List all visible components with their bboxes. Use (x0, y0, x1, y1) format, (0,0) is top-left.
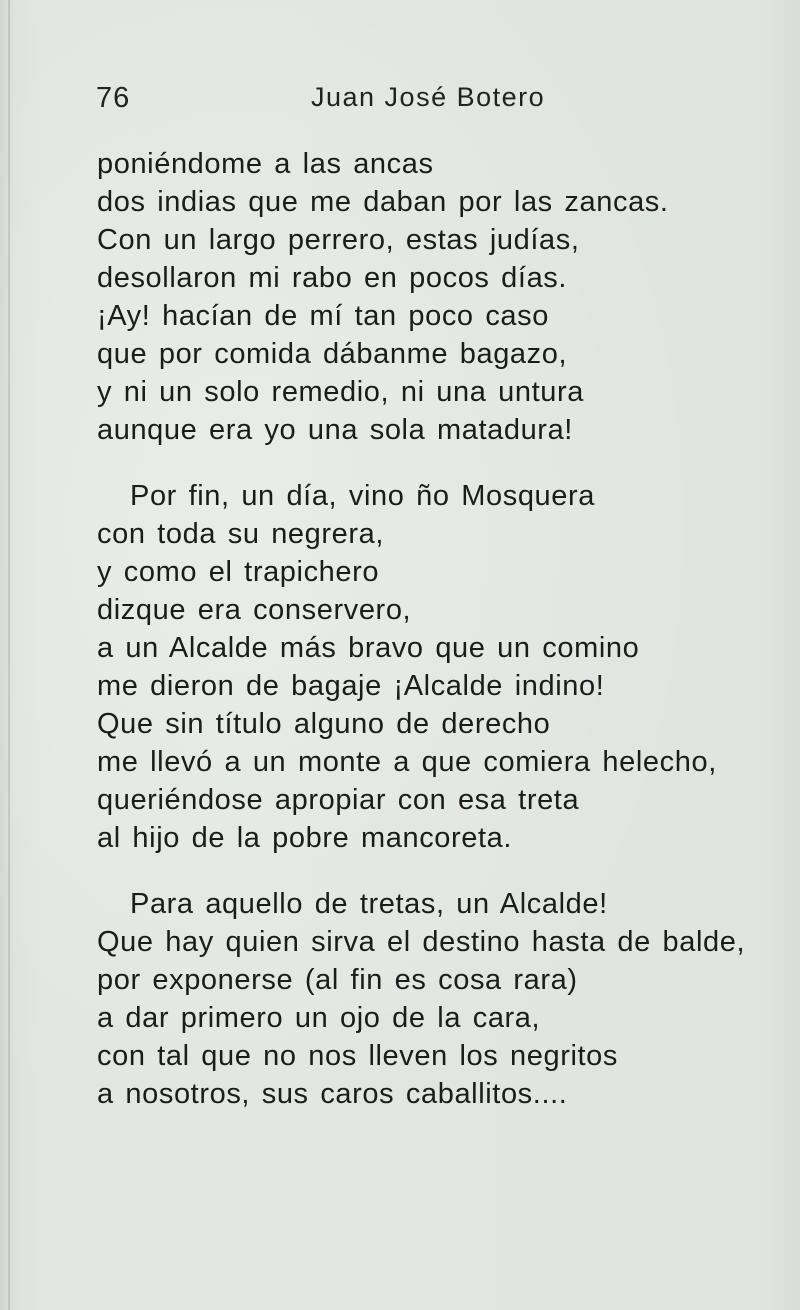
running-head: Juan José Botero (311, 82, 546, 112)
poem-line: Que sin título alguno de derecho (97, 708, 551, 740)
poem-line: dizque era conservero, (97, 594, 412, 626)
poem-line: Que hay quien sirva el destino hasta de balde, (97, 926, 746, 958)
poem-line: y ni un solo remedio, ni una untura (97, 376, 584, 408)
page-gutter (8, 0, 10, 1310)
poem-line: a un Alcalde más bravo que un comino (97, 632, 640, 664)
poem-line: con tal que no nos lleven los negritos (97, 1040, 618, 1072)
poem-line: a dar primero un ojo de la cara, (97, 1002, 541, 1034)
poem-line: Para aquello de tretas, un Alcalde! (130, 888, 608, 920)
poem-line: queriéndose apropiar con esa treta (97, 784, 580, 816)
stanza-1 (97, 145, 777, 449)
stanza-3 (97, 885, 777, 1113)
poem-line: me dieron de bagaje ¡Alcalde indino! (97, 670, 605, 702)
page-header (96, 82, 716, 122)
poem-line: aunque era yo una sola matadura! (97, 414, 573, 446)
poem-body (97, 145, 777, 1141)
poem-line: que por comida dábanme bagazo, (97, 338, 568, 370)
poem-line: me llevó a un monte a que comiera helecho, (97, 746, 717, 778)
poem-line: desollaron mi rabo en pocos días. (97, 262, 568, 294)
poem-line: y como el trapichero (97, 556, 380, 588)
poem-line: dos indias que me daban por las zancas. (97, 186, 669, 218)
poem-line: Por fin, un día, vino ño Mosquera (130, 480, 595, 512)
poem-line: Con un largo perrero, estas judías, (97, 224, 580, 256)
poem-line: por exponerse (al fin es cosa rara) (97, 964, 578, 996)
poem-line: poniéndome a las ancas (97, 148, 434, 180)
page-number: 76 (96, 82, 131, 114)
poem-line: ¡Ay! hacían de mí tan poco caso (97, 300, 549, 332)
poem-line: con toda su negrera, (97, 518, 385, 550)
poem-line: al hijo de la pobre mancoreta. (97, 822, 513, 854)
poem-line: a nosotros, sus caros caballitos.... (97, 1078, 568, 1110)
stanza-2 (97, 477, 777, 857)
